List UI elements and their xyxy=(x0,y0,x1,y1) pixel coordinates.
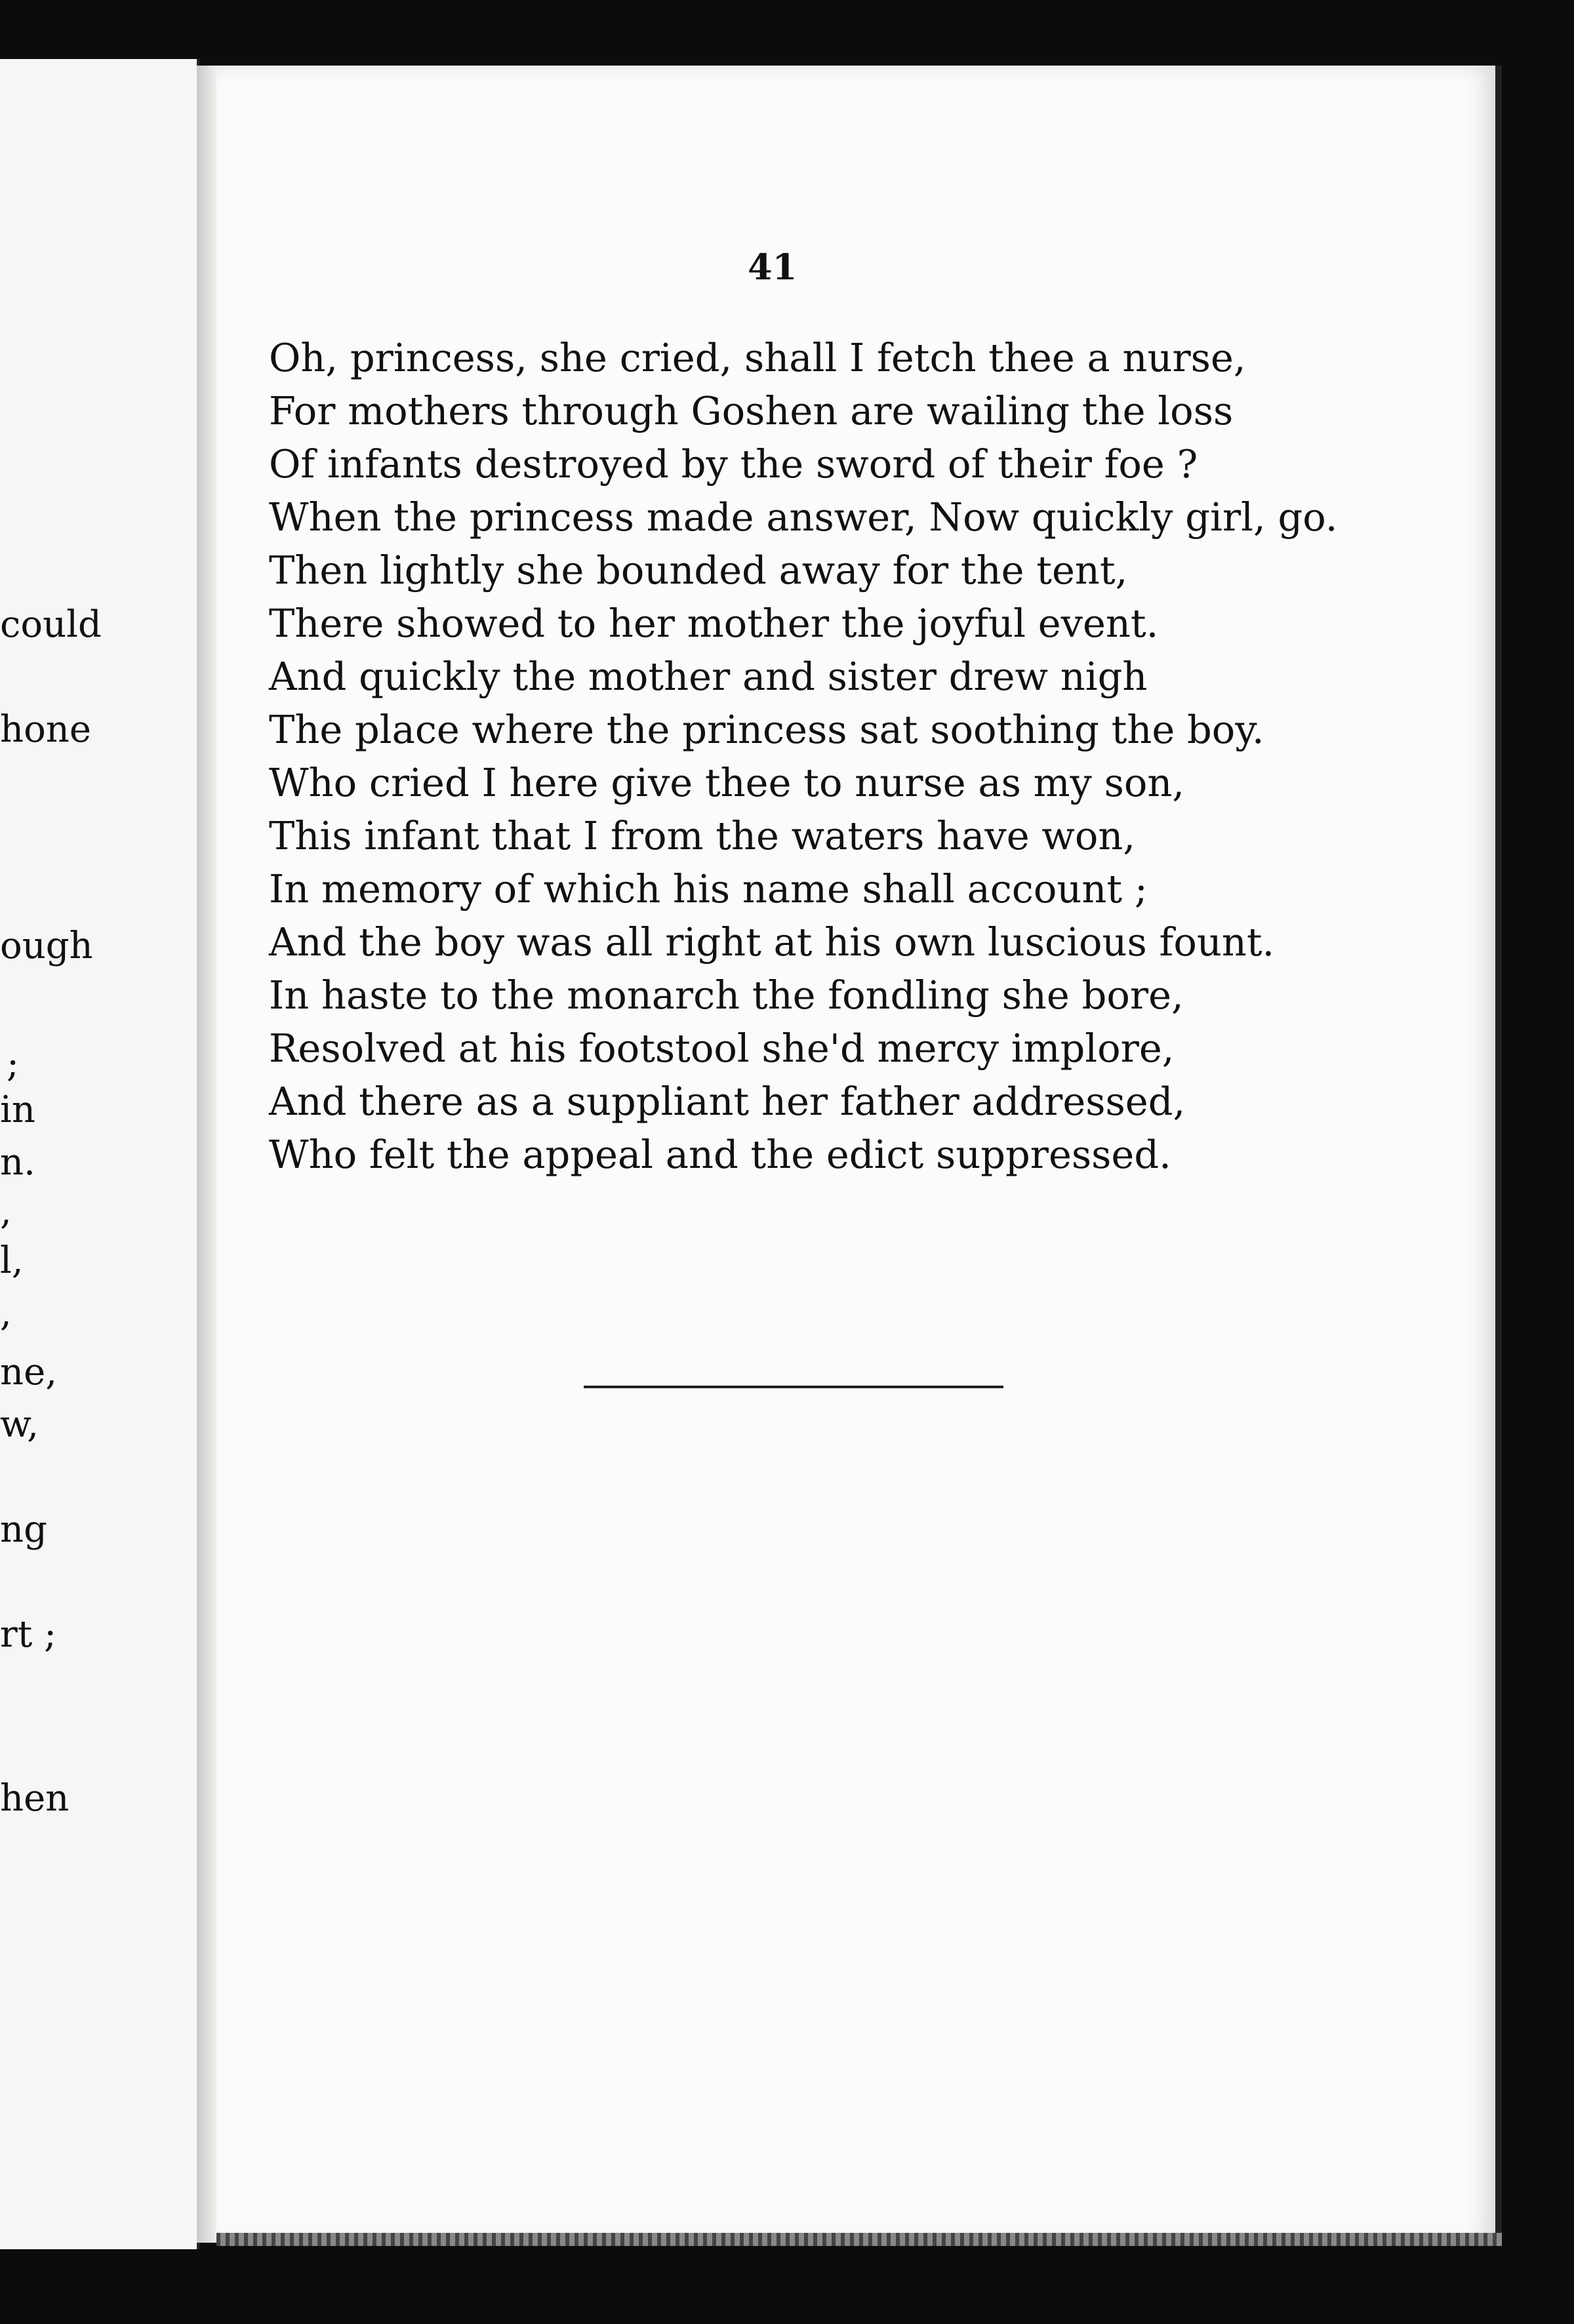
verse-line: In memory of which his name shall account ; xyxy=(269,866,1148,912)
facing-page-fragment: ne, xyxy=(0,1351,58,1393)
verse-line: The place where the princess sat soothing the boy. xyxy=(269,707,1264,752)
facing-page-fragment: , xyxy=(0,1190,12,1233)
verse-line: Then lightly she bounded away for the tent, xyxy=(269,548,1128,593)
verse-line: In haste to the monarch the fondling she bore, xyxy=(269,972,1184,1018)
facing-page-fragment: in xyxy=(0,1089,35,1131)
page-number: 41 xyxy=(748,246,797,288)
facing-page-fragment: ng xyxy=(0,1508,47,1551)
book-gutter xyxy=(197,66,216,2243)
verse-line: This infant that I from the waters have won, xyxy=(269,813,1136,858)
verse-line: Who felt the appeal and the edict suppressed. xyxy=(269,1132,1171,1177)
verse-line: When the princess made answer, Now quickly girl, go. xyxy=(269,494,1338,540)
verse-line: Of infants destroyed by the sword of their foe ? xyxy=(269,441,1198,487)
page-bottom-edge xyxy=(216,2233,1502,2246)
facing-page-fragment: hen xyxy=(0,1777,70,1820)
verse-line: And the boy was all right at his own luscious fount. xyxy=(269,919,1275,965)
verse-line: Resolved at his footstool she'd mercy implore, xyxy=(269,1026,1175,1071)
facing-page-fragment: could xyxy=(0,603,102,646)
facing-page-fragment: ; xyxy=(7,1043,19,1085)
verse-line: For mothers through Goshen are wailing the loss xyxy=(269,388,1234,433)
facing-page-fragment: l, xyxy=(0,1239,24,1282)
verse-line: Oh, princess, she cried, shall I fetch thee a nurse, xyxy=(269,335,1246,380)
verse-line: There showed to her mother the joyful event. xyxy=(269,601,1159,646)
section-divider xyxy=(584,1386,1003,1388)
verse-line: And there as a suppliant her father addressed, xyxy=(269,1079,1186,1124)
facing-page-fragment: , xyxy=(0,1292,12,1334)
facing-page-fragment: ough xyxy=(0,925,93,967)
verse-line: And quickly the mother and sister drew nigh xyxy=(269,654,1148,699)
facing-page xyxy=(0,59,199,2249)
facing-page-fragment: hone xyxy=(0,708,91,751)
facing-page-fragment: rt ; xyxy=(0,1613,56,1656)
verse-line: Who cried I here give thee to nurse as my son, xyxy=(269,760,1185,805)
facing-page-fragment: n. xyxy=(0,1141,35,1184)
poem-verse xyxy=(269,331,1338,1181)
facing-page-fragment: w, xyxy=(0,1403,39,1446)
